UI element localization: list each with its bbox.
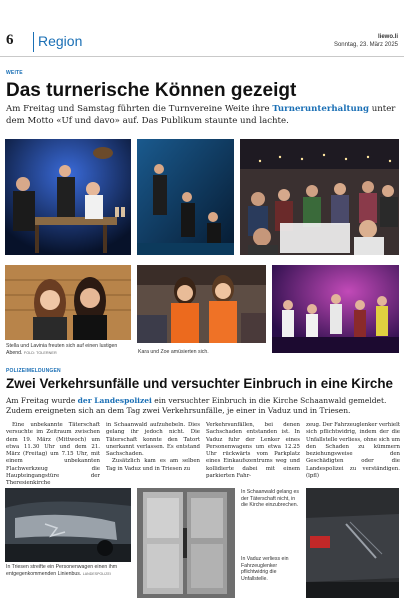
page-number: 6	[6, 32, 14, 48]
lead2-text-end: ein versuchter Einbruch in die Kirche Schaanwald gemeldet. Zudem ereigneten sich an dem Tag zwei Verkehrsunfälle, je einer in Vaduz und in Triesen.	[6, 396, 387, 415]
lead-text: Am Freitag und Samstag führten die Turnvereine Weite ihre	[6, 104, 273, 114]
lead-text-end: unter dem Motto «Uf und davo» auf. Das Publikum staunte und lachte.	[6, 104, 396, 126]
photo-purple-stage	[272, 265, 399, 353]
lead2-text: Am Freitag wurde	[6, 396, 78, 405]
lead2-link-landespolizei[interactable]: der Landespolizei	[77, 396, 152, 405]
article2-headline: Zwei Verkehrsunfälle und versuchter Einbruch in eine Kirche	[6, 376, 393, 391]
caption-schaanwald: In Schaanwald gelang es der Täterschaft nicht, in die Kirche einzubrechen.	[241, 489, 299, 509]
article2-column-3	[206, 422, 300, 480]
column-1-text: Eine unbekannte Täterschaft versuchte im Zeitraum zwischen dem 19. März (Mittwoch) um etwa 11.30 Uhr und dem 21. März (Freitag) um 7.15 Uhr, mit einem unbekannten Flachwerkzeug die Haupteingangstüre der Theresienkirche	[6, 422, 100, 487]
caption-triesen-text: In Triesen streifte ein Personenwagen einen ihm entgegenkommenden Linienbus.	[6, 564, 118, 577]
article2-column-2	[106, 422, 200, 473]
article2-column-4	[306, 422, 400, 480]
column-4-text: zeug. Der Fahrzeuglenker verhielt sich pflichtwidrig, indem der die Unfallstelle verliess, ohne sich um den Schaden zu kümmern beziehungsweise den Geschädigten oder die Landespolizei zu verständigen. (lpfl)	[306, 422, 400, 480]
column-2-text-b: Zusätzlich kam es am selben Tag in Vaduz und in Triesen zu	[106, 458, 200, 472]
photo-triesen-accident	[5, 488, 131, 562]
photo-stage-table	[5, 139, 131, 255]
article1-lead	[6, 104, 398, 127]
section-title: Region	[38, 33, 83, 49]
photo-stella-lavinia	[5, 265, 131, 340]
photo-church-door	[137, 488, 235, 598]
photo-credit: FOLD: TOLERNER	[23, 350, 57, 355]
page-header	[0, 30, 404, 56]
article1-kicker: WEITE	[6, 70, 23, 76]
photo-church-door-image	[137, 488, 235, 598]
article2-kicker: POLIZEIMELDUNGEN	[6, 368, 61, 374]
caption-triesen	[6, 564, 132, 577]
photo-stage-dancers	[137, 139, 234, 255]
photo-kara-zoe-image	[137, 265, 266, 343]
photo-kara-zoe	[137, 265, 266, 343]
caption-stella-lavinia	[6, 343, 132, 356]
lead-link-turnerunterhaltung[interactable]: Turnerunterhaltung	[272, 104, 369, 114]
issue-date: Sonntag, 23. März 2025	[333, 42, 398, 48]
photo-audience	[240, 139, 399, 255]
photo-stage-dancers-image	[137, 139, 234, 255]
photo-vaduz-accident-image	[306, 488, 399, 598]
photo-triesen-accident-image	[5, 488, 131, 562]
photo-audience-image	[240, 139, 399, 255]
caption-stella-text: Stella und Lavinia freuten sich auf einen lustigen Abend.	[6, 343, 118, 356]
photo-purple-stage-image	[272, 265, 399, 353]
header-divider	[33, 32, 34, 52]
column-2-text-a: in Schaanwald aufzuhebeln. Dies gelang ihr jedoch nicht. Die Täterschaft konnte den Tatort unerkannt verlassen. Es entstand Sachschaden.	[106, 422, 200, 458]
article2-lead	[6, 396, 400, 416]
photo-vaduz-accident	[306, 488, 399, 598]
caption-triesen-credit: LANDESPOLIZEI	[82, 571, 111, 576]
header-rule	[0, 56, 404, 57]
masthead-logo	[334, 33, 398, 49]
photo-stage-table-image	[5, 139, 131, 255]
logo-text: liewo.li	[377, 34, 398, 40]
photo-stella-lavinia-image	[5, 265, 131, 340]
article2-column-1	[6, 422, 100, 488]
article1-headline: Das turnerische Können gezeigt	[6, 80, 297, 101]
caption-vaduz: In Vaduz verliess ein Fahrzeuglenker pflichtwidrig die Unfallstelle.	[241, 556, 289, 582]
column-3-text: Verkehrsunfällen, bei denen Sachschaden entstanden ist. In Vaduz fuhr der Lenker eines Personenwagens um etwa 12.25 Uhr rückwärts vom Parkplatz eines Einkaufszentrums weg und kollidierte dabei mit einem parkierten Fahr-	[206, 422, 300, 480]
caption-kara-zoe: Kara und Zoe amüsierten sich.	[138, 349, 209, 355]
